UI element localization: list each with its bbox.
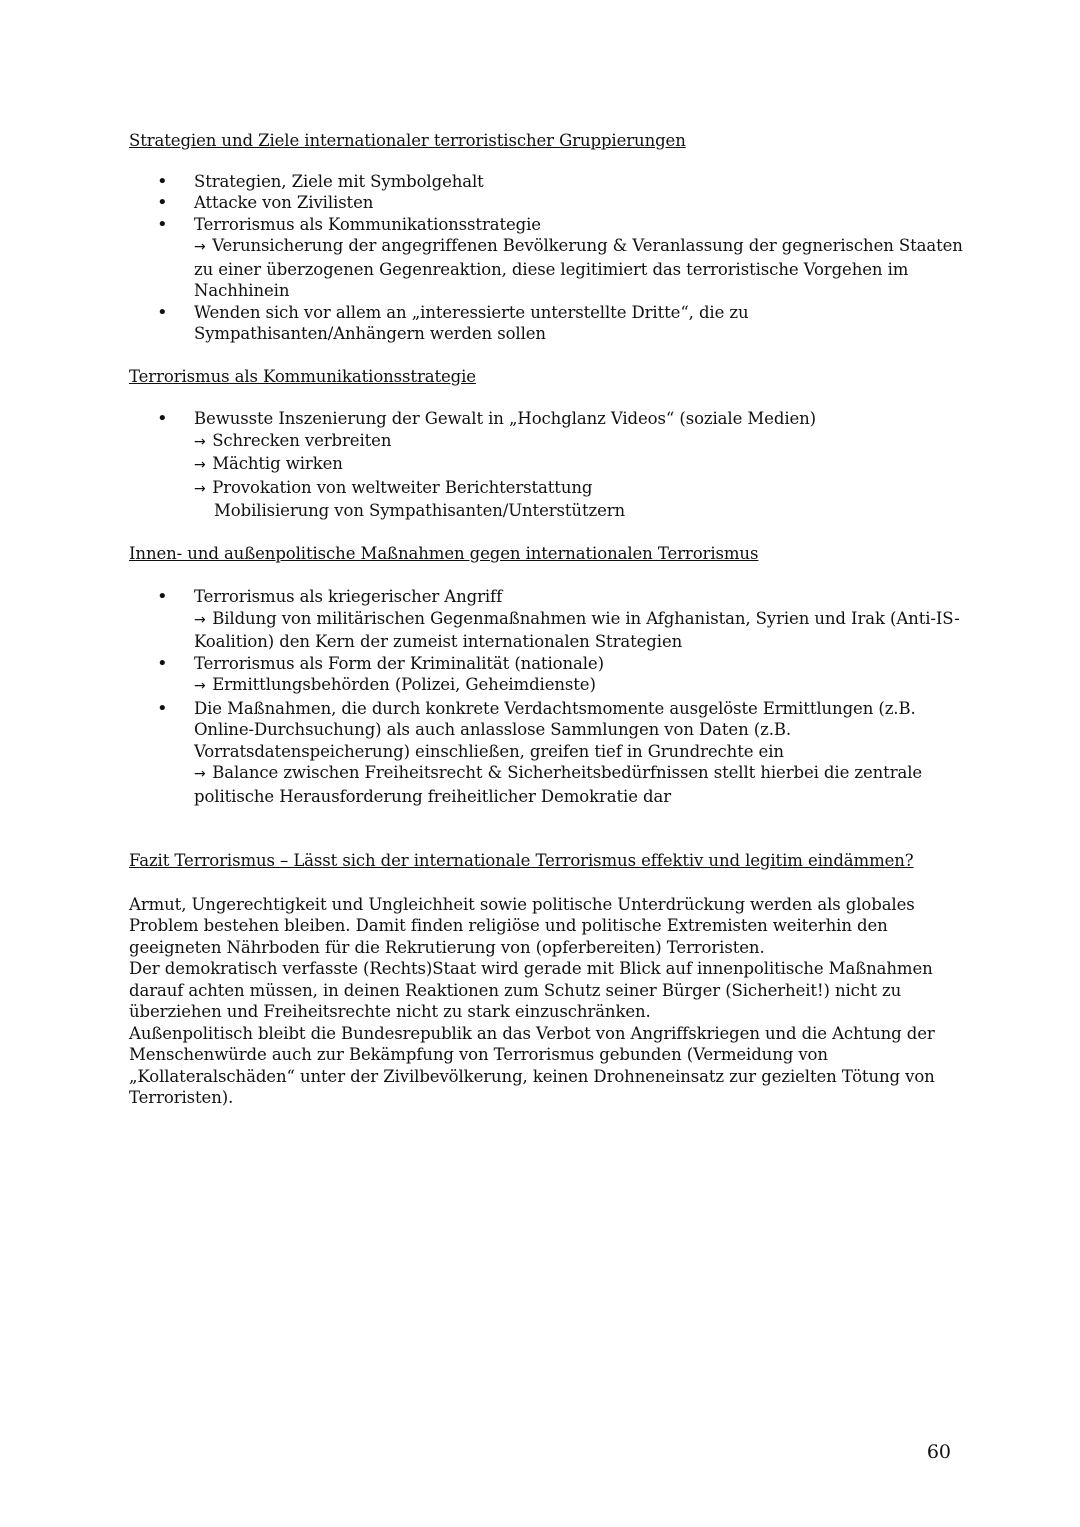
sub-point-text: Bildung von militärischen Gegenmaßnahmen wie in Afghanistan, Syrien und Irak (Anti-IS-Koalition) den Kern der zumeist internationalen Strategien: [194, 608, 960, 651]
list-item-text: Wenden sich vor allem an „interessierte unterstellte Dritte“, die zu Sympathisanten/Anhängern werden sollen: [194, 302, 749, 343]
sub-point: [194, 762, 969, 807]
sub-point: [194, 608, 969, 653]
document-content: [129, 130, 969, 1109]
paragraph: Außenpolitisch bleibt die Bundesrepublik an das Verbot von Angriffskriegen und die Achtung der Menschenwürde auch zur Bekämpfung von Terrorismus gebunden (Vermeidung von „Kollateralschäden“ unter der Zivilbevölkerung, keinen Drohneneinsatz zur gezielten Tötung von Terroristen).: [129, 1023, 935, 1107]
list-item: [129, 653, 969, 698]
bullet-list-strategien: [129, 171, 969, 345]
bullet-list-kommunikation: [129, 408, 969, 522]
arrow-icon: →: [194, 239, 206, 255]
section-heading-massnahmen: Innen- und außenpolitische Maßnahmen gegen internationalen Terrorismus: [129, 543, 759, 563]
list-item: [129, 586, 969, 653]
list-item-text: Terrorismus als Form der Kriminalität (nationale): [194, 653, 604, 673]
list-item-text: Strategien, Ziele mit Symbolgehalt: [194, 171, 484, 191]
list-item-text: Terrorismus als Kommunikationsstrategie: [194, 214, 541, 234]
list-item-text: Die Maßnahmen, die durch konkrete Verdachtsmomente ausgelöste Ermittlungen (z.B. Online-Durchsuchung) als auch anlasslose Sammlungen von Daten (z.B. Vorratsdatenspeicherung) einschließen, greifen tief in Grundrechte ein: [194, 698, 916, 761]
page-number: 60: [926, 1441, 951, 1463]
sub-point: [194, 235, 969, 302]
sub-point-text: Mächtig wirken: [212, 454, 343, 473]
sub-point: [194, 674, 969, 698]
list-item-text: Attacke von Zivilisten: [194, 193, 374, 212]
sub-point: [194, 453, 969, 477]
arrow-icon: →: [194, 766, 206, 782]
sub-point-text: Schrecken verbreiten: [212, 430, 392, 450]
sub-point: [194, 477, 969, 501]
list-item-text: Bewusste Inszenierung der Gewalt in „Hochglanz Videos“ (soziale Medien): [194, 409, 817, 428]
arrow-icon: →: [194, 433, 206, 450]
section-heading-kommunikation: Terrorismus als Kommunikationsstrategie: [129, 366, 476, 386]
list-item: [129, 408, 969, 522]
arrow-icon: →: [194, 457, 206, 473]
arrow-icon: →: [194, 678, 206, 694]
sub-point-text: Ermittlungsbehörden (Polizei, Geheimdienste): [212, 675, 596, 694]
list-item-text: Terrorismus als kriegerischer Angriff: [194, 587, 503, 606]
list-item: [129, 192, 969, 214]
paragraph: Der demokratisch verfasste (Rechts)Staat wird gerade mit Blick auf innenpolitische Maßnahmen darauf achten müssen, in deinen Reaktionen zum Schutz seiner Bürger (Sicherheit!) nicht zu überziehen und Freiheitsrechte nicht zu stark einzuschränken.: [129, 959, 933, 1021]
arrow-icon: →: [194, 611, 206, 628]
fazit-body: [129, 894, 969, 1109]
sub-point: [194, 430, 969, 454]
sub-point-continuation: Mobilisierung von Sympathisanten/Unterstützern: [214, 501, 626, 520]
section-heading-strategien: Strategien und Ziele internationaler terroristischer Gruppierungen: [129, 131, 686, 150]
list-item: [129, 171, 969, 193]
paragraph: Armut, Ungerechtigkeit und Ungleichheit sowie politische Unterdrückung werden als globales Problem bestehen bleiben. Damit finden religiöse und politische Extremisten weiterhin den geeigneten Nährboden für die Rekrutierung von (opferbereiten) Terroristen.: [129, 894, 915, 957]
sub-point-text: Provokation von weltweiter Berichterstattung: [212, 477, 593, 497]
list-item: [129, 698, 969, 808]
list-item: [129, 302, 969, 345]
list-item: [129, 214, 969, 302]
sub-point-text: Verunsicherung der angegriffenen Bevölkerung & Veranlassung der gegnerischen Staaten zu einer überzogenen Gegenreaktion, diese legitimiert das terroristische Vorgehen im Nachhinein: [194, 236, 963, 300]
section-heading-fazit: Fazit Terrorismus – Lässt sich der internationale Terrorismus effektiv und legitim eindämmen?: [129, 851, 914, 870]
bullet-list-massnahmen: [129, 586, 969, 807]
sub-point-text: Balance zwischen Freiheitsrecht & Sicherheitsbedürfnissen stellt hierbei die zentrale politische Herausforderung freiheitlicher Demokratie dar: [194, 763, 923, 806]
arrow-icon: →: [194, 480, 206, 497]
